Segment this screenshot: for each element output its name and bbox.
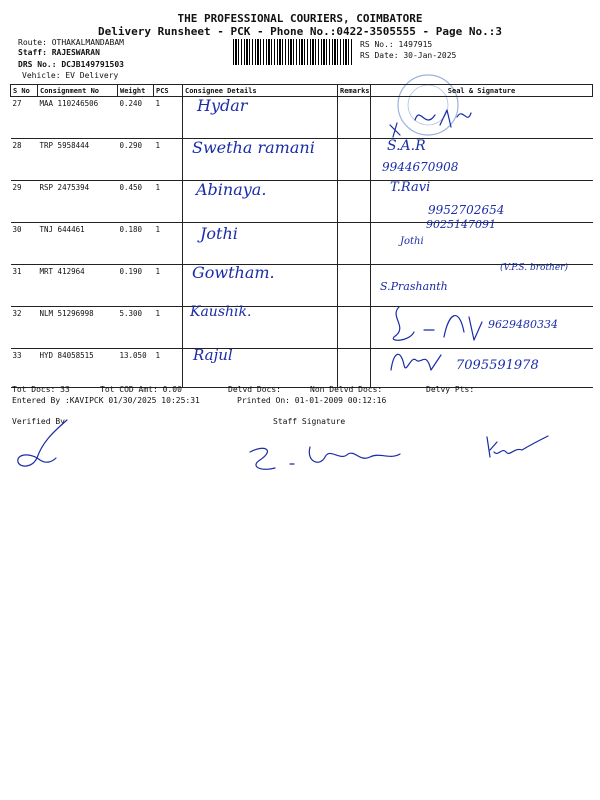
handwritten-note: (V.P.S. brother): [500, 263, 568, 273]
cell-consignment: TRP 5958444: [38, 139, 118, 181]
cell-weight: 0.450: [118, 181, 154, 223]
runsheet-subtitle: Delivery Runsheet - PCK - Phone No.:0422-3505555 - Page No.:3: [98, 25, 502, 38]
cell-pcs: 1: [154, 223, 183, 265]
cell-consignment: RSP 2475394: [38, 181, 118, 223]
signature-scribble-row32: [384, 302, 494, 344]
handwritten-consignee: Abinaya.: [196, 180, 267, 199]
cell-sno: 33: [11, 349, 38, 388]
cell-weight: 13.050: [118, 349, 154, 388]
col-weight: Weight: [118, 85, 154, 97]
delivery-points: Delvy Pts:: [426, 385, 475, 394]
handwritten-consignee: Swetha ramani: [192, 138, 315, 157]
cell-pcs: 1: [154, 139, 183, 181]
verified-by-label: Verified By: [12, 417, 65, 426]
cell-remarks: [338, 139, 371, 181]
cell-sno: 27: [11, 97, 38, 139]
printed-on: Printed On: 01-01-2009 00:12:16: [237, 396, 387, 405]
table-row: [11, 223, 593, 265]
handwritten-consignee: Gowtham.: [192, 263, 275, 282]
vehicle-label: Vehicle: EV Delivery: [22, 71, 119, 80]
cell-consignment: NLM 51296998: [38, 307, 118, 349]
handwritten-phone: 9944670908: [382, 160, 459, 174]
table-header-row: [11, 85, 593, 97]
handwritten-signature: T.Ravi: [390, 180, 431, 195]
cell-weight: 0.180: [118, 223, 154, 265]
cell-pcs: 1: [154, 97, 183, 139]
col-sno: S No: [11, 85, 38, 97]
col-seal-signature: Seal & Signature: [371, 85, 593, 97]
col-remarks: Remarks: [338, 85, 371, 97]
handwritten-consignee: Hydar: [197, 96, 248, 115]
col-consignee: Consignee Details: [183, 85, 338, 97]
signature-scribble-row33: [386, 345, 456, 380]
cell-weight: 5.300: [118, 307, 154, 349]
table-row: [11, 97, 593, 139]
cell-sno: 30: [11, 223, 38, 265]
cell-weight: 0.290: [118, 139, 154, 181]
non-delivered-docs: Non Delvd Docs:: [310, 385, 383, 394]
cell-remarks: [338, 223, 371, 265]
cell-weight: 0.240: [118, 97, 154, 139]
handwritten-signature: S.A.R: [387, 138, 426, 154]
cell-sno: 31: [11, 265, 38, 307]
handwritten-signature: S.Prashanth: [380, 280, 448, 293]
runsheet-table: [10, 84, 593, 388]
col-pcs: PCS: [154, 85, 183, 97]
cell-consignment: MAA 110246506: [38, 97, 118, 139]
staff-signature: [230, 432, 430, 482]
handwritten-signature: Jothi: [400, 236, 424, 247]
cell-sno: 32: [11, 307, 38, 349]
handwritten-consignee: Jothi: [200, 224, 238, 243]
company-title: THE PROFESSIONAL COURIERS, COIMBATORE: [177, 12, 423, 25]
handwritten-consignee: Rajul: [193, 346, 233, 364]
staff-label: Staff: RAJESWARAN: [18, 48, 100, 57]
handwritten-phone: 9025147091: [426, 218, 496, 231]
staff-signature-initials: [482, 432, 552, 462]
rs-date: RS Date: 30-Jan-2025: [360, 51, 457, 60]
delivered-docs: Delvd Docs:: [228, 385, 281, 394]
cell-remarks: [338, 307, 371, 349]
cell-consignment: TNJ 644461: [38, 223, 118, 265]
verified-signature: [12, 418, 72, 473]
cell-remarks: [338, 181, 371, 223]
handwritten-phone: 7095591978: [456, 358, 539, 373]
total-cod: Tot COD Amt: 0.00: [100, 385, 182, 394]
cell-sno: 29: [11, 181, 38, 223]
cell-remarks: [338, 349, 371, 388]
cell-remarks: [338, 265, 371, 307]
cell-consignment: HYD 84058515: [38, 349, 118, 388]
barcode: [233, 39, 353, 65]
signature-scribble-row27: [385, 95, 475, 140]
col-consignment: Consignment No: [38, 85, 118, 97]
cell-weight: 0.190: [118, 265, 154, 307]
cell-consignment: MRT 412964: [38, 265, 118, 307]
entered-by: Entered By :KAVIPCK 01/30/2025 10:25:31: [12, 396, 200, 405]
cell-pcs: 1: [154, 349, 183, 388]
rs-number: RS No.: 1497915: [360, 40, 433, 49]
cell-pcs: 1: [154, 181, 183, 223]
drs-label: DRS No.: DCJB149791503: [18, 60, 124, 69]
handwritten-phone: 9952702654: [428, 203, 505, 217]
route-label: Route: OTHAKALMANDABAM: [18, 38, 124, 47]
handwritten-consignee: Kaushik.: [190, 304, 252, 320]
staff-signature-label: Staff Signature: [273, 417, 346, 426]
total-docs: Tot Docs: 33: [12, 385, 70, 394]
cell-pcs: 1: [154, 265, 183, 307]
cell-sno: 28: [11, 139, 38, 181]
cell-pcs: 1: [154, 307, 183, 349]
cell-remarks: [338, 97, 371, 139]
table-row: [11, 181, 593, 223]
handwritten-phone: 9629480334: [488, 318, 558, 331]
